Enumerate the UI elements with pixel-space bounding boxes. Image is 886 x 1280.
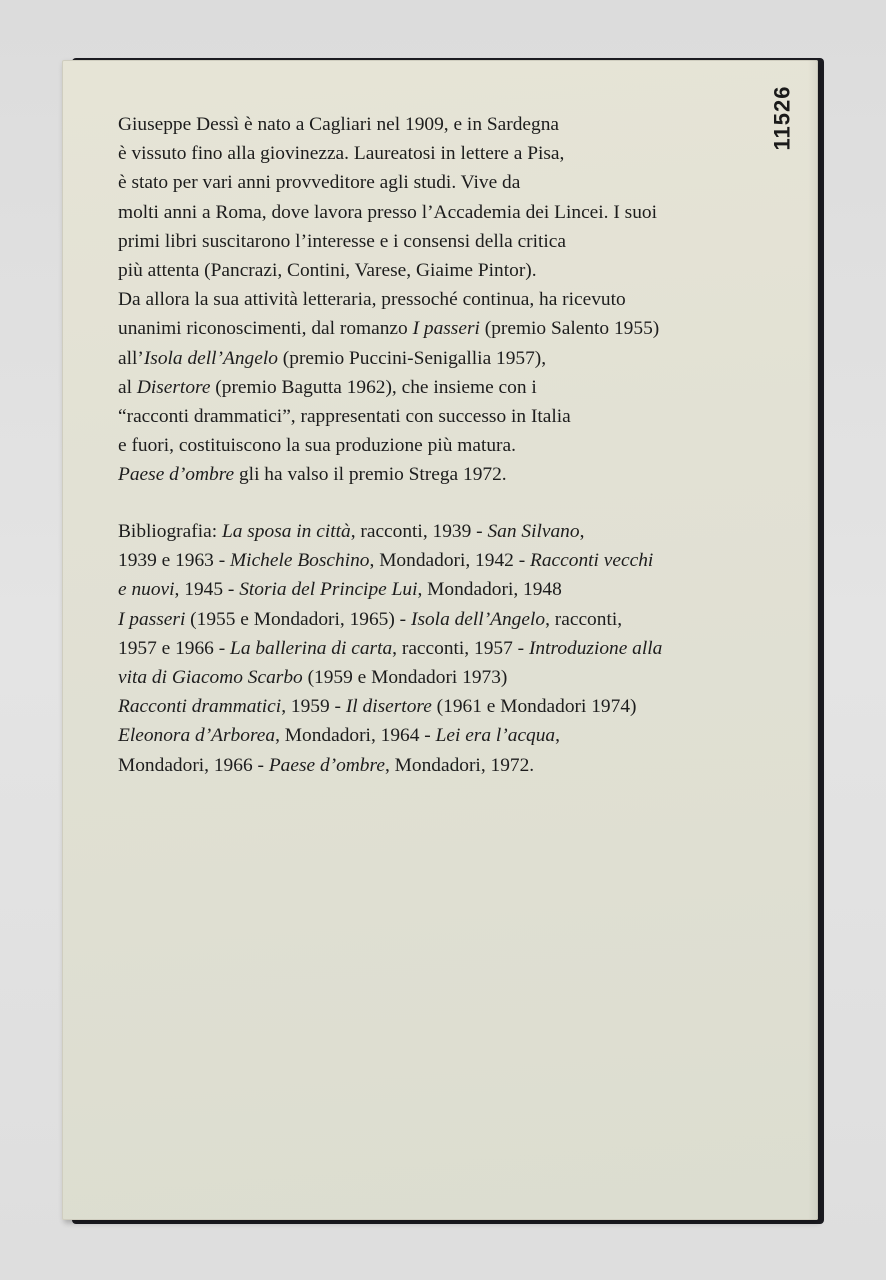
biography-line: al Disertore (premio Bagutta 1962), che insieme con i [118,376,537,398]
italic-title: e nuovi [118,579,175,601]
biography-line: Giuseppe Dessì è nato a Cagliari nel 1909, e in Sardegna [118,114,560,135]
italic-title: La ballerina di carta [230,637,393,659]
italic-title: Paese d’ombre [118,464,235,486]
italic-title: Storia del Principe Lui [239,579,418,601]
bibliography-line: Mondadori, 1966 - Paese d’ombre, Mondadori, 1972. [118,754,535,776]
italic-title: San Silvano [487,521,580,542]
bibliography-line: e nuovi, 1945 - Storia del Principe Lui, Mondadori, 1948 [118,579,562,601]
italic-title: Lei era l’acqua [435,725,556,747]
biography-line: è stato per vari anni provveditore agli studi. Vive da [118,172,521,194]
italic-title: La sposa in città [221,521,351,542]
biography-line: Paese d’ombre gli ha valso il premio Strega 1972. [118,464,507,486]
italic-title: Michele Boschino [230,550,370,572]
bibliography-line: Racconti drammatici, 1959 - Il disertore (1961 e Mondadori 1974) [118,696,637,718]
italic-title: I passeri [118,608,186,630]
italic-title: vita di Giacomo Scarbo [118,666,303,688]
italic-title: Isola dell’Angelo [143,347,278,369]
italic-title: Racconti vecchi [530,550,654,572]
italic-title: Isola dell’Angelo [410,608,546,630]
biography-line: è vissuto fino alla giovinezza. Laureatosi in lettere a Pisa, [118,143,565,165]
bibliography [118,517,662,780]
bibliography-line: Bibliografia: La sposa in città, racconti, 1939 - San Silvano, [118,521,585,542]
italic-title: Introduzione alla [528,637,663,659]
biography-line: Da allora la sua attività letteraria, pressoché continua, ha ricevuto [118,289,626,311]
biography-line: molti anni a Roma, dove lavora presso l’Accademia dei Lincei. I suoi [118,201,657,223]
catalog-number [752,82,812,154]
author-biography [118,110,659,489]
italic-title: Paese d’ombre [268,754,385,776]
catalog-number-text: 11526 [769,85,794,151]
italic-title: Disertore [136,376,211,398]
biography-line: “racconti drammatici”, rappresentati con successo in Italia [118,405,571,427]
italic-title: Eleonora d’Arborea [118,725,276,747]
bibliography-line: vita di Giacomo Scarbo (1959 e Mondadori 1973) [118,666,508,688]
biography-line: all’Isola dell’Angelo (premio Puccini-Senigallia 1957), [118,347,547,369]
italic-title: Racconti drammatici [118,696,282,718]
italic-title: Il disertore [345,696,432,718]
biography-line: più attenta (Pancrazi, Contini, Varese, Giaime Pintor). [118,259,537,281]
biography-line: e fuori, costituiscono la sua produzione più matura. [118,435,516,457]
italic-title: I passeri [412,318,480,340]
bibliography-line: I passeri (1955 e Mondadori, 1965) - Isola dell’Angelo, racconti, [118,608,623,630]
biography-line: unanimi riconoscimenti, dal romanzo I passeri (premio Salento 1955) [118,318,660,340]
bibliography-line: 1939 e 1963 - Michele Boschino, Mondadori, 1942 - Racconti vecchi [118,550,654,572]
bibliography-line: Eleonora d’Arborea, Mondadori, 1964 - Lei era l’acqua, [118,725,560,747]
bibliography-line: 1957 e 1966 - La ballerina di carta, racconti, 1957 - Introduzione alla [118,637,663,659]
biography-line: primi libri suscitarono l’interesse e i consensi della critica [118,230,567,252]
